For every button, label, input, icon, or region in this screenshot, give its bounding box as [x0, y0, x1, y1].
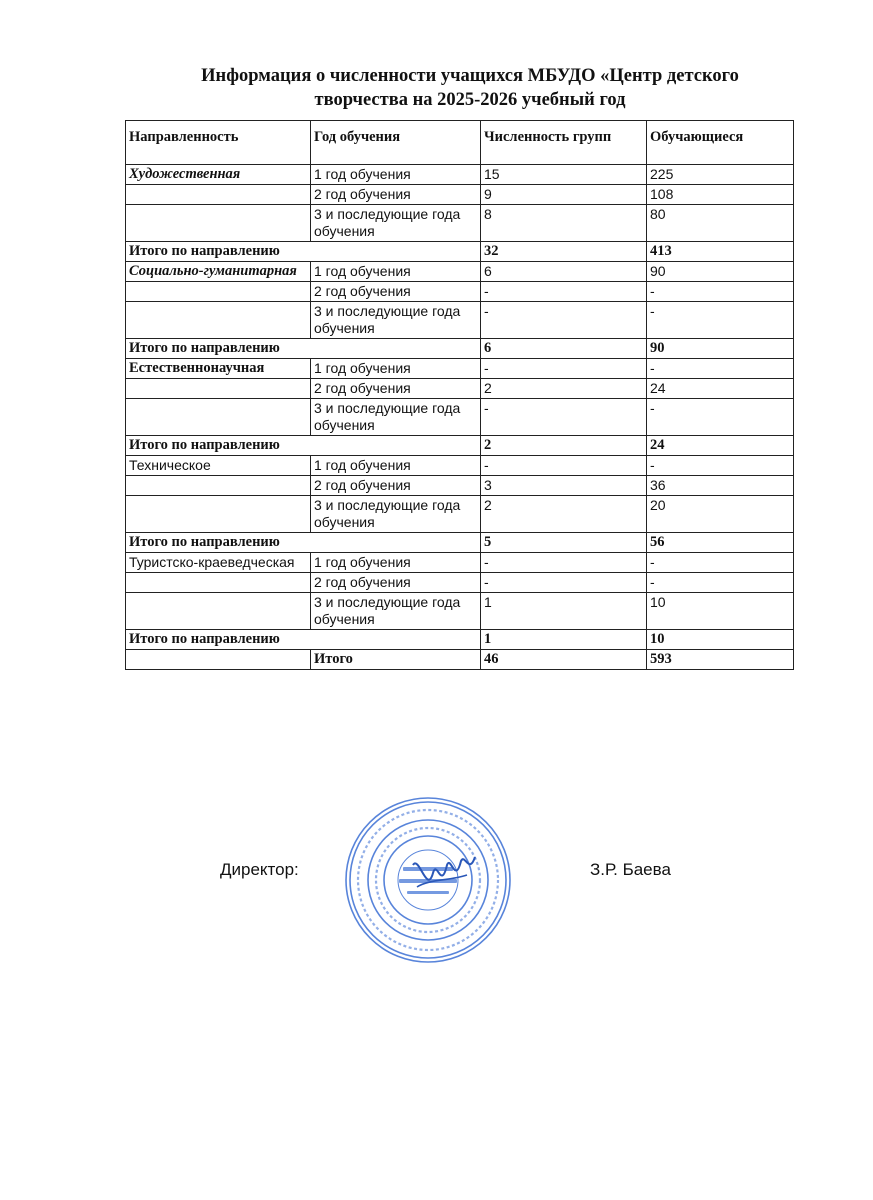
year-cell: 3 и последующие года обучения: [311, 399, 481, 436]
subtotal-row: [126, 533, 794, 553]
table-row: [126, 185, 794, 205]
groups-cell: 9: [481, 185, 647, 205]
year-cell: 1 год обучения: [311, 456, 481, 476]
groups-cell: -: [481, 456, 647, 476]
students-cell: -: [647, 282, 794, 302]
groups-cell: 6: [481, 262, 647, 282]
students-cell: 90: [647, 339, 794, 359]
table-row: [126, 573, 794, 593]
table-row: [126, 456, 794, 476]
year-cell: 3 и последующие года обучения: [311, 205, 481, 242]
groups-cell: 2: [481, 379, 647, 399]
groups-cell: -: [481, 302, 647, 339]
groups-cell: 15: [481, 165, 647, 185]
table-header-row: [126, 121, 794, 165]
direction-cell: Техническое: [126, 456, 311, 476]
year-cell: 2 год обучения: [311, 282, 481, 302]
header-year: Год обучения: [311, 121, 481, 165]
students-cell: -: [647, 456, 794, 476]
table-row: [126, 553, 794, 573]
table-row: [126, 399, 794, 436]
students-cell: 90: [647, 262, 794, 282]
subtotal-label: Итого по направлению: [126, 436, 481, 456]
students-cell: 225: [647, 165, 794, 185]
students-cell: 108: [647, 185, 794, 205]
groups-cell: 6: [481, 339, 647, 359]
table-row: [126, 359, 794, 379]
direction-cell: [126, 573, 311, 593]
groups-cell: -: [481, 399, 647, 436]
year-cell: 3 и последующие года обучения: [311, 593, 481, 630]
students-cell: 10: [647, 630, 794, 650]
direction-cell: [126, 205, 311, 242]
year-cell: 1 год обучения: [311, 262, 481, 282]
groups-cell: 5: [481, 533, 647, 553]
year-cell: 3 и последующие года обучения: [311, 302, 481, 339]
table-row: [126, 379, 794, 399]
subtotal-label: Итого по направлению: [126, 339, 481, 359]
title-line-2: творчества на 2025-2026 учебный год: [314, 90, 626, 110]
direction-cell: Художественная: [126, 165, 311, 185]
students-cell: 80: [647, 205, 794, 242]
header-groups: Численность групп: [481, 121, 647, 165]
header-direction: Направленность: [126, 121, 311, 165]
groups-cell: 1: [481, 630, 647, 650]
students-cell: 413: [647, 242, 794, 262]
subtotal-label: Итого по направлению: [126, 533, 481, 553]
subtotal-label: Итого по направлению: [126, 630, 481, 650]
students-cell: 24: [647, 379, 794, 399]
subtotal-label: Итого по направлению: [126, 242, 481, 262]
students-cell: -: [647, 359, 794, 379]
document-title: [120, 64, 820, 112]
year-cell: 1 год обучения: [311, 165, 481, 185]
direction-cell: [126, 379, 311, 399]
year-cell: 2 год обучения: [311, 573, 481, 593]
students-cell: 24: [647, 436, 794, 456]
subtotal-row: [126, 339, 794, 359]
students-cell: -: [647, 553, 794, 573]
year-cell: 3 и последующие года обучения: [311, 496, 481, 533]
table-row: [126, 496, 794, 533]
direction-cell: [126, 302, 311, 339]
groups-cell: -: [481, 359, 647, 379]
header-students: Обучающиеся: [647, 121, 794, 165]
table-row: [126, 282, 794, 302]
year-cell: 2 год обучения: [311, 185, 481, 205]
year-cell: 2 год обучения: [311, 476, 481, 496]
title-line-1: Информация о численности учащихся МБУДО «Центр детского: [201, 66, 739, 86]
groups-cell: -: [481, 573, 647, 593]
table-row: [126, 205, 794, 242]
grand-total-label: Итого: [311, 650, 481, 670]
students-cell: 593: [647, 650, 794, 670]
table-row: [126, 165, 794, 185]
year-cell: 2 год обучения: [311, 379, 481, 399]
groups-cell: 32: [481, 242, 647, 262]
subtotal-row: [126, 630, 794, 650]
official-stamp: [343, 795, 513, 965]
groups-cell: 2: [481, 496, 647, 533]
stamp-seal: [343, 795, 513, 965]
groups-cell: 46: [481, 650, 647, 670]
direction-cell: [126, 282, 311, 302]
table-row: [126, 302, 794, 339]
students-cell: 20: [647, 496, 794, 533]
direction-cell: [126, 496, 311, 533]
students-cell: 10: [647, 593, 794, 630]
groups-cell: 1: [481, 593, 647, 630]
direction-cell: Туристско-краеведческая: [126, 553, 311, 573]
groups-cell: 8: [481, 205, 647, 242]
director-name: З.Р. Баева: [590, 860, 671, 879]
enrollment-table: [125, 120, 794, 670]
students-cell: 36: [647, 476, 794, 496]
table-row: [126, 593, 794, 630]
year-cell: 1 год обучения: [311, 359, 481, 379]
students-cell: -: [647, 573, 794, 593]
direction-cell: Социально-гуманитарная: [126, 262, 311, 282]
subtotal-row: [126, 436, 794, 456]
students-cell: 56: [647, 533, 794, 553]
direction-cell: [126, 476, 311, 496]
groups-cell: -: [481, 553, 647, 573]
direction-cell: [126, 593, 311, 630]
groups-cell: 3: [481, 476, 647, 496]
direction-cell: [126, 399, 311, 436]
director-label: Директор:: [220, 860, 299, 879]
table-row: [126, 262, 794, 282]
grand-total-row: [126, 650, 794, 670]
year-cell: 1 год обучения: [311, 553, 481, 573]
groups-cell: 2: [481, 436, 647, 456]
groups-cell: -: [481, 282, 647, 302]
students-cell: -: [647, 399, 794, 436]
direction-cell: [126, 185, 311, 205]
direction-cell: [126, 650, 311, 670]
direction-cell: Естественнонаучная: [126, 359, 311, 379]
subtotal-row: [126, 242, 794, 262]
table-row: [126, 476, 794, 496]
students-cell: -: [647, 302, 794, 339]
